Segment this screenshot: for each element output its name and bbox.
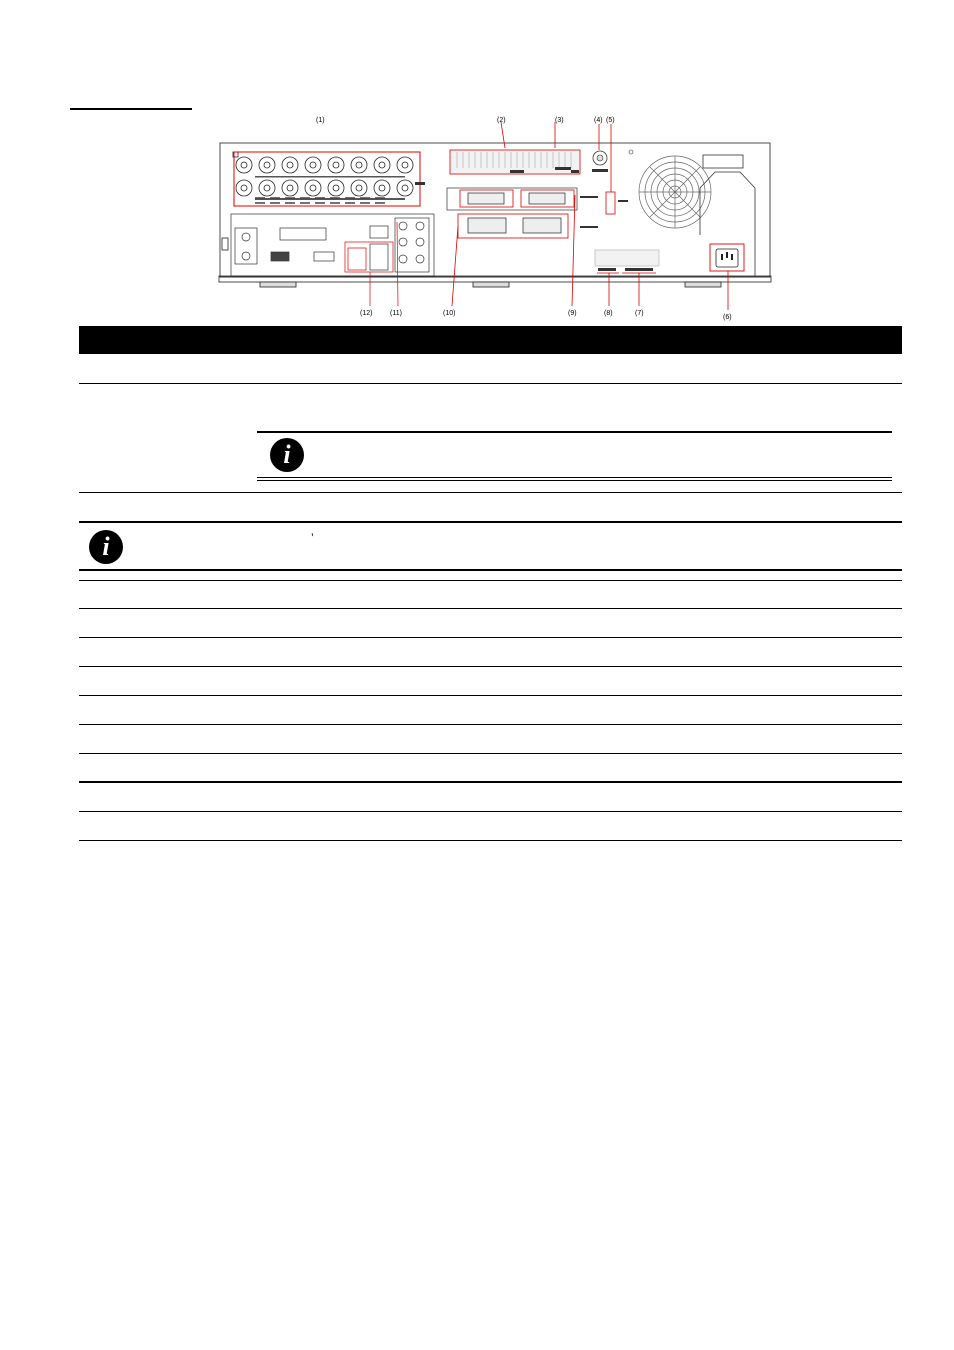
table-row-divider xyxy=(79,811,902,812)
table-row-divider xyxy=(79,666,902,667)
note-bottom-rule-double xyxy=(257,480,892,481)
table-row-divider xyxy=(79,695,902,696)
table-row-divider xyxy=(79,753,902,754)
table-row-divider xyxy=(79,608,902,609)
table-header xyxy=(79,326,902,354)
bnc-inputs xyxy=(234,152,425,206)
callout-3: (3) xyxy=(555,117,564,124)
table-row-divider xyxy=(79,492,902,493)
note-bottom-rule xyxy=(257,477,892,478)
callout-12: (12) xyxy=(360,310,373,317)
io-plate xyxy=(231,214,434,306)
callout-7: (7) xyxy=(635,310,644,317)
callout-2: (2) xyxy=(497,117,506,124)
callout-11: (11) xyxy=(390,310,402,317)
rear-panel-diagram xyxy=(215,110,775,322)
callout-5: (5) xyxy=(606,117,615,124)
table-bottom-rule xyxy=(79,840,902,841)
alarm-terminals xyxy=(595,250,659,306)
io-terminal-blocks xyxy=(450,122,580,174)
callout-9: (9) xyxy=(568,310,577,317)
note-bottom-rule xyxy=(79,569,902,571)
power-socket xyxy=(700,172,755,310)
dvi-ports xyxy=(447,188,598,306)
info-icon: i xyxy=(270,438,304,472)
note-mark: ’ xyxy=(311,531,314,545)
table-row-divider xyxy=(79,781,902,783)
section-heading-underline xyxy=(70,108,192,110)
callout-4: (4) xyxy=(594,117,603,124)
antenna-port xyxy=(592,124,628,214)
callout-10: (10) xyxy=(443,310,456,317)
note-top-rule xyxy=(79,521,902,523)
callout-8: (8) xyxy=(604,310,613,317)
table-row-divider xyxy=(79,383,902,384)
callout-1: (1) xyxy=(316,117,325,124)
callout-6: (6) xyxy=(723,314,732,321)
info-icon: i xyxy=(89,530,123,564)
table-row-divider xyxy=(79,637,902,638)
table-row-divider xyxy=(79,724,902,725)
note-top-rule xyxy=(257,431,892,433)
table-row-divider xyxy=(79,580,902,581)
